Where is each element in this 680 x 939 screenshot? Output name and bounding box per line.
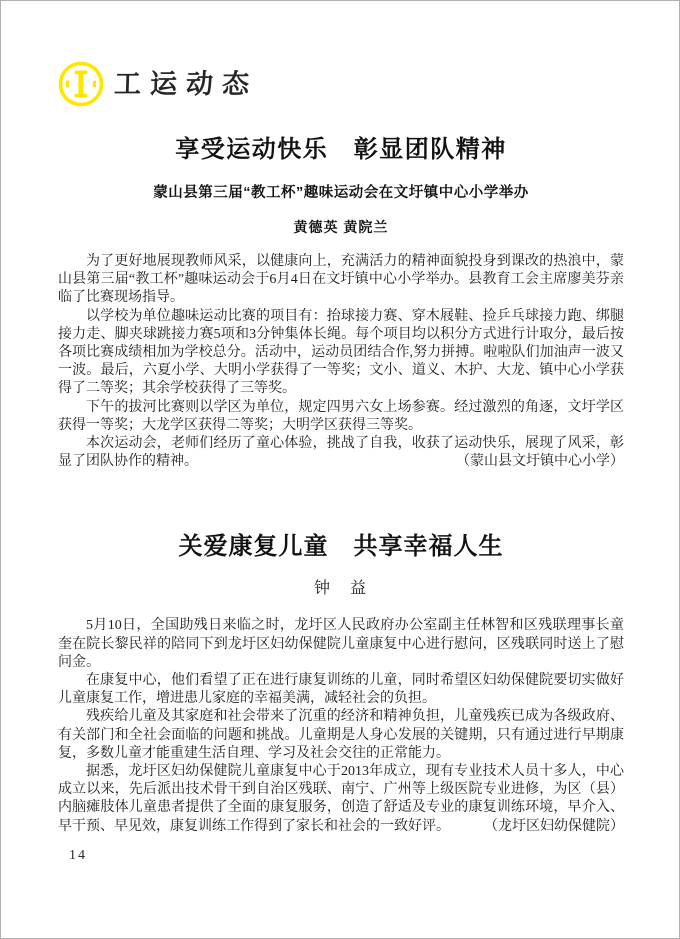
- article1-subtitle: 蒙山县第三届“教工杯”趣味运动会在文圩镇中心小学举办: [153, 185, 529, 201]
- article1-attribution: （蒙山县文圩镇中心小学）: [456, 454, 624, 470]
- article1-byline: 黄德英 黄院兰: [293, 219, 389, 235]
- article2-attribution: （龙圩区妇幼保健院）: [484, 818, 624, 834]
- article2-byline: 钟 益: [313, 580, 368, 598]
- article1-paragraph: 为了更好地展现教师风采，以健康向上，充满活力的精神面貌投身到课改的热浪中，蒙山县第三届“教工杯”趣味运动会于6月4日在文圩镇中心小学举办。县教育工会主席廖美芬亲临了比赛现场指导。: [58, 254, 624, 306]
- article2-paragraph: 5月10日，全国助残日来临之时，龙圩区人民政府办公室副主任林智和区残联理事长童奎在院长黎民祥的陪同下到龙圩区妇幼保健院儿童康复中心进行慰问，区残联同时送上了慰问金。: [58, 618, 624, 670]
- page-content: [58, 1, 624, 836]
- page-number: 14: [69, 848, 87, 863]
- article1-body: [58, 253, 624, 471]
- masthead-title: 工运动态: [113, 68, 259, 99]
- article2-paragraph: [58, 763, 624, 836]
- article2-body: [58, 617, 624, 835]
- article1-paragraph: [58, 435, 624, 471]
- article1-paragraph: 下午的拔河比赛则以学区为单位，规定四男六女上场参赛。经过激烈的角逐，文圩学区获得一等奖；大龙学区获得二等奖；大明学区获得三等奖。: [58, 399, 624, 433]
- article1-paragraph: 以学校为单位趣味运动比赛的项目有：抬球接力赛、穿木屐鞋、捡乒乓球接力跑、绑腿接力走、脚夹球跳接力赛5项和3分钟集体长绳。每个项目均以积分方式进行计取分，最后按各项比赛成绩相加为学校总分。活动中，运动员团结合作,努力拼搏。啦啦队们加油声一波又一波。最后，六夏小学、大明小学获得了一等奖；文小、道义、木护、大龙、镇中心小学获得了二等奖；其余学校获得了三等奖。: [58, 308, 624, 397]
- article2-title: 关爱康复儿童 共享幸福人生: [178, 534, 504, 561]
- article2-paragraph: 残疾给儿童及其家庭和社会带来了沉重的经济和精神负担，儿童残疾已成为各级政府、有关部门和全社会面临的问题和挑战。儿童期是人身心发展的关键期，只有通过进行早期康复，多数儿童才能重建生活自理、学习及社会交往的正常能力。: [58, 709, 624, 761]
- article2-paragraph-text: 据悉，龙圩区妇幼保健院儿童康复中心于2013年成立，现有专业技术人员十多人，中心成立以来，先后派出技术骨干到自治区残联、南宁、广州等上级医院专业进修，为区（县）内脑瘫肢体儿童患者提供了全面的康复服务，创造了舒适及专业的康复训练环境，早介入、早干预、早见效，康复训练工作得到了家长和社会的一致好评。: [58, 764, 624, 834]
- article1-paragraph-text: 本次运动会，老师们经历了童心体验，挑战了自我，收获了运动快乐，展现了风采，彰显了团队协作的精神。: [58, 436, 624, 470]
- article1-title: 享受运动快乐 彰显团队精神: [175, 137, 507, 163]
- article2-paragraph: 在康复中心，他们看望了正在进行康复训练的儿童，同时希望区妇幼保健院要切实做好儿童康复工作，增进患儿家庭的幸福美满，减轻社会的负担。: [58, 673, 624, 707]
